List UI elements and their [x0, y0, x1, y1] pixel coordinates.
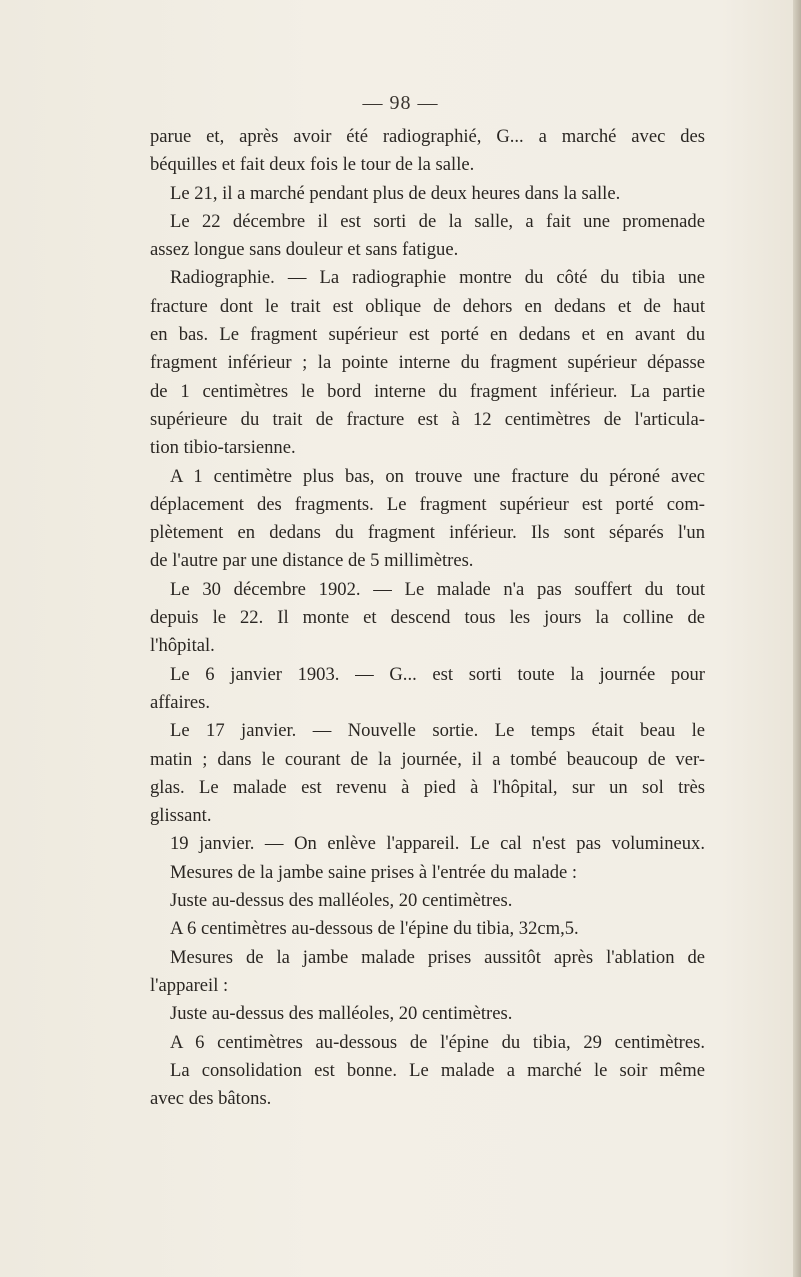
text-line: Le 6 janvier 1903. — G... est sorti toute la journée pour — [170, 663, 705, 685]
text-line: Mesures de la jambe malade prises aussitôt après l'ablation de — [170, 946, 705, 968]
text-line: en bas. Le fragment supérieur est porté en dedans et en avant du — [150, 324, 705, 346]
text-line: Le 17 janvier. — Nouvelle sortie. Le temps était beau le — [170, 720, 705, 742]
text-line: parue et, après avoir été radiographié, G... a marché avec des — [150, 126, 705, 147]
text-line: La consolidation est bonne. Le malade a marché le soir même — [170, 1059, 705, 1081]
body-text — [150, 123, 705, 1113]
text-line: l'appareil : — [150, 974, 229, 996]
text-line: tion tibio-tarsienne. — [150, 437, 296, 459]
text-line: fracture dont le trait est oblique de dehors en dedans et de haut — [150, 295, 705, 317]
text-line: depuis le 22. Il monte et descend tous les jours la colline de — [150, 607, 705, 629]
text-line: A 6 centimètres au-dessous de l'épine du tibia, 29 centimètres. — [170, 1031, 705, 1053]
page-edge — [793, 0, 801, 1277]
text-line: A 6 centimètres au-dessous de l'épine du tibia, 32cm,5. — [170, 918, 579, 940]
text-line: de 1 centimètres le bord interne du fragment inférieur. La partie — [150, 380, 705, 402]
text-line: Le 22 décembre il est sorti de la salle, a fait une promenade — [170, 210, 705, 232]
text-line: déplacement des fragments. Le fragment supérieur est porté com- — [150, 493, 705, 515]
text-line: plètement en dedans du fragment inférieur. Ils sont séparés l'un — [150, 522, 705, 544]
text-line: avec des bâtons. — [150, 1088, 272, 1110]
text-line: glas. Le malade est revenu à pied à l'hôpital, sur un sol très — [150, 776, 705, 798]
text-line: Juste au-dessus des malléoles, 20 centimètres. — [170, 890, 513, 912]
text-line: Le 30 décembre 1902. — Le malade n'a pas souffert du tout — [170, 578, 705, 600]
text-line: de l'autre par une distance de 5 millimètres. — [150, 550, 474, 572]
text-line: matin ; dans le courant de la journée, il a tombé beaucoup de ver- — [150, 748, 705, 770]
text-line: supérieure du trait de fracture est à 12 centimètres de l'articula- — [150, 408, 705, 430]
text-line: Radiographie. — La radiographie montre du côté du tibia une — [170, 267, 705, 289]
text-line: glissant. — [150, 805, 212, 827]
text-line: Le 21, il a marché pendant plus de deux heures dans la salle. — [170, 182, 621, 204]
text-line: assez longue sans douleur et sans fatigue. — [150, 239, 459, 261]
text-line: affaires. — [150, 691, 211, 713]
text-line: Juste au-dessus des malléoles, 20 centimètres. — [170, 1003, 513, 1025]
text-line: 19 janvier. — On enlève l'appareil. Le cal n'est pas volumineux. — [170, 833, 705, 855]
text-line: fragment inférieur ; la pointe interne du fragment supérieur dépasse — [150, 352, 705, 374]
text-line: A 1 centimètre plus bas, on trouve une fracture du péroné avec — [170, 465, 705, 487]
text-line: l'hôpital. — [150, 635, 215, 657]
text-line: Mesures de la jambe saine prises à l'entrée du malade : — [170, 861, 578, 883]
text-line: béquilles et fait deux fois le tour de la salle. — [150, 154, 475, 176]
page-number: — 98 — — [362, 92, 439, 114]
